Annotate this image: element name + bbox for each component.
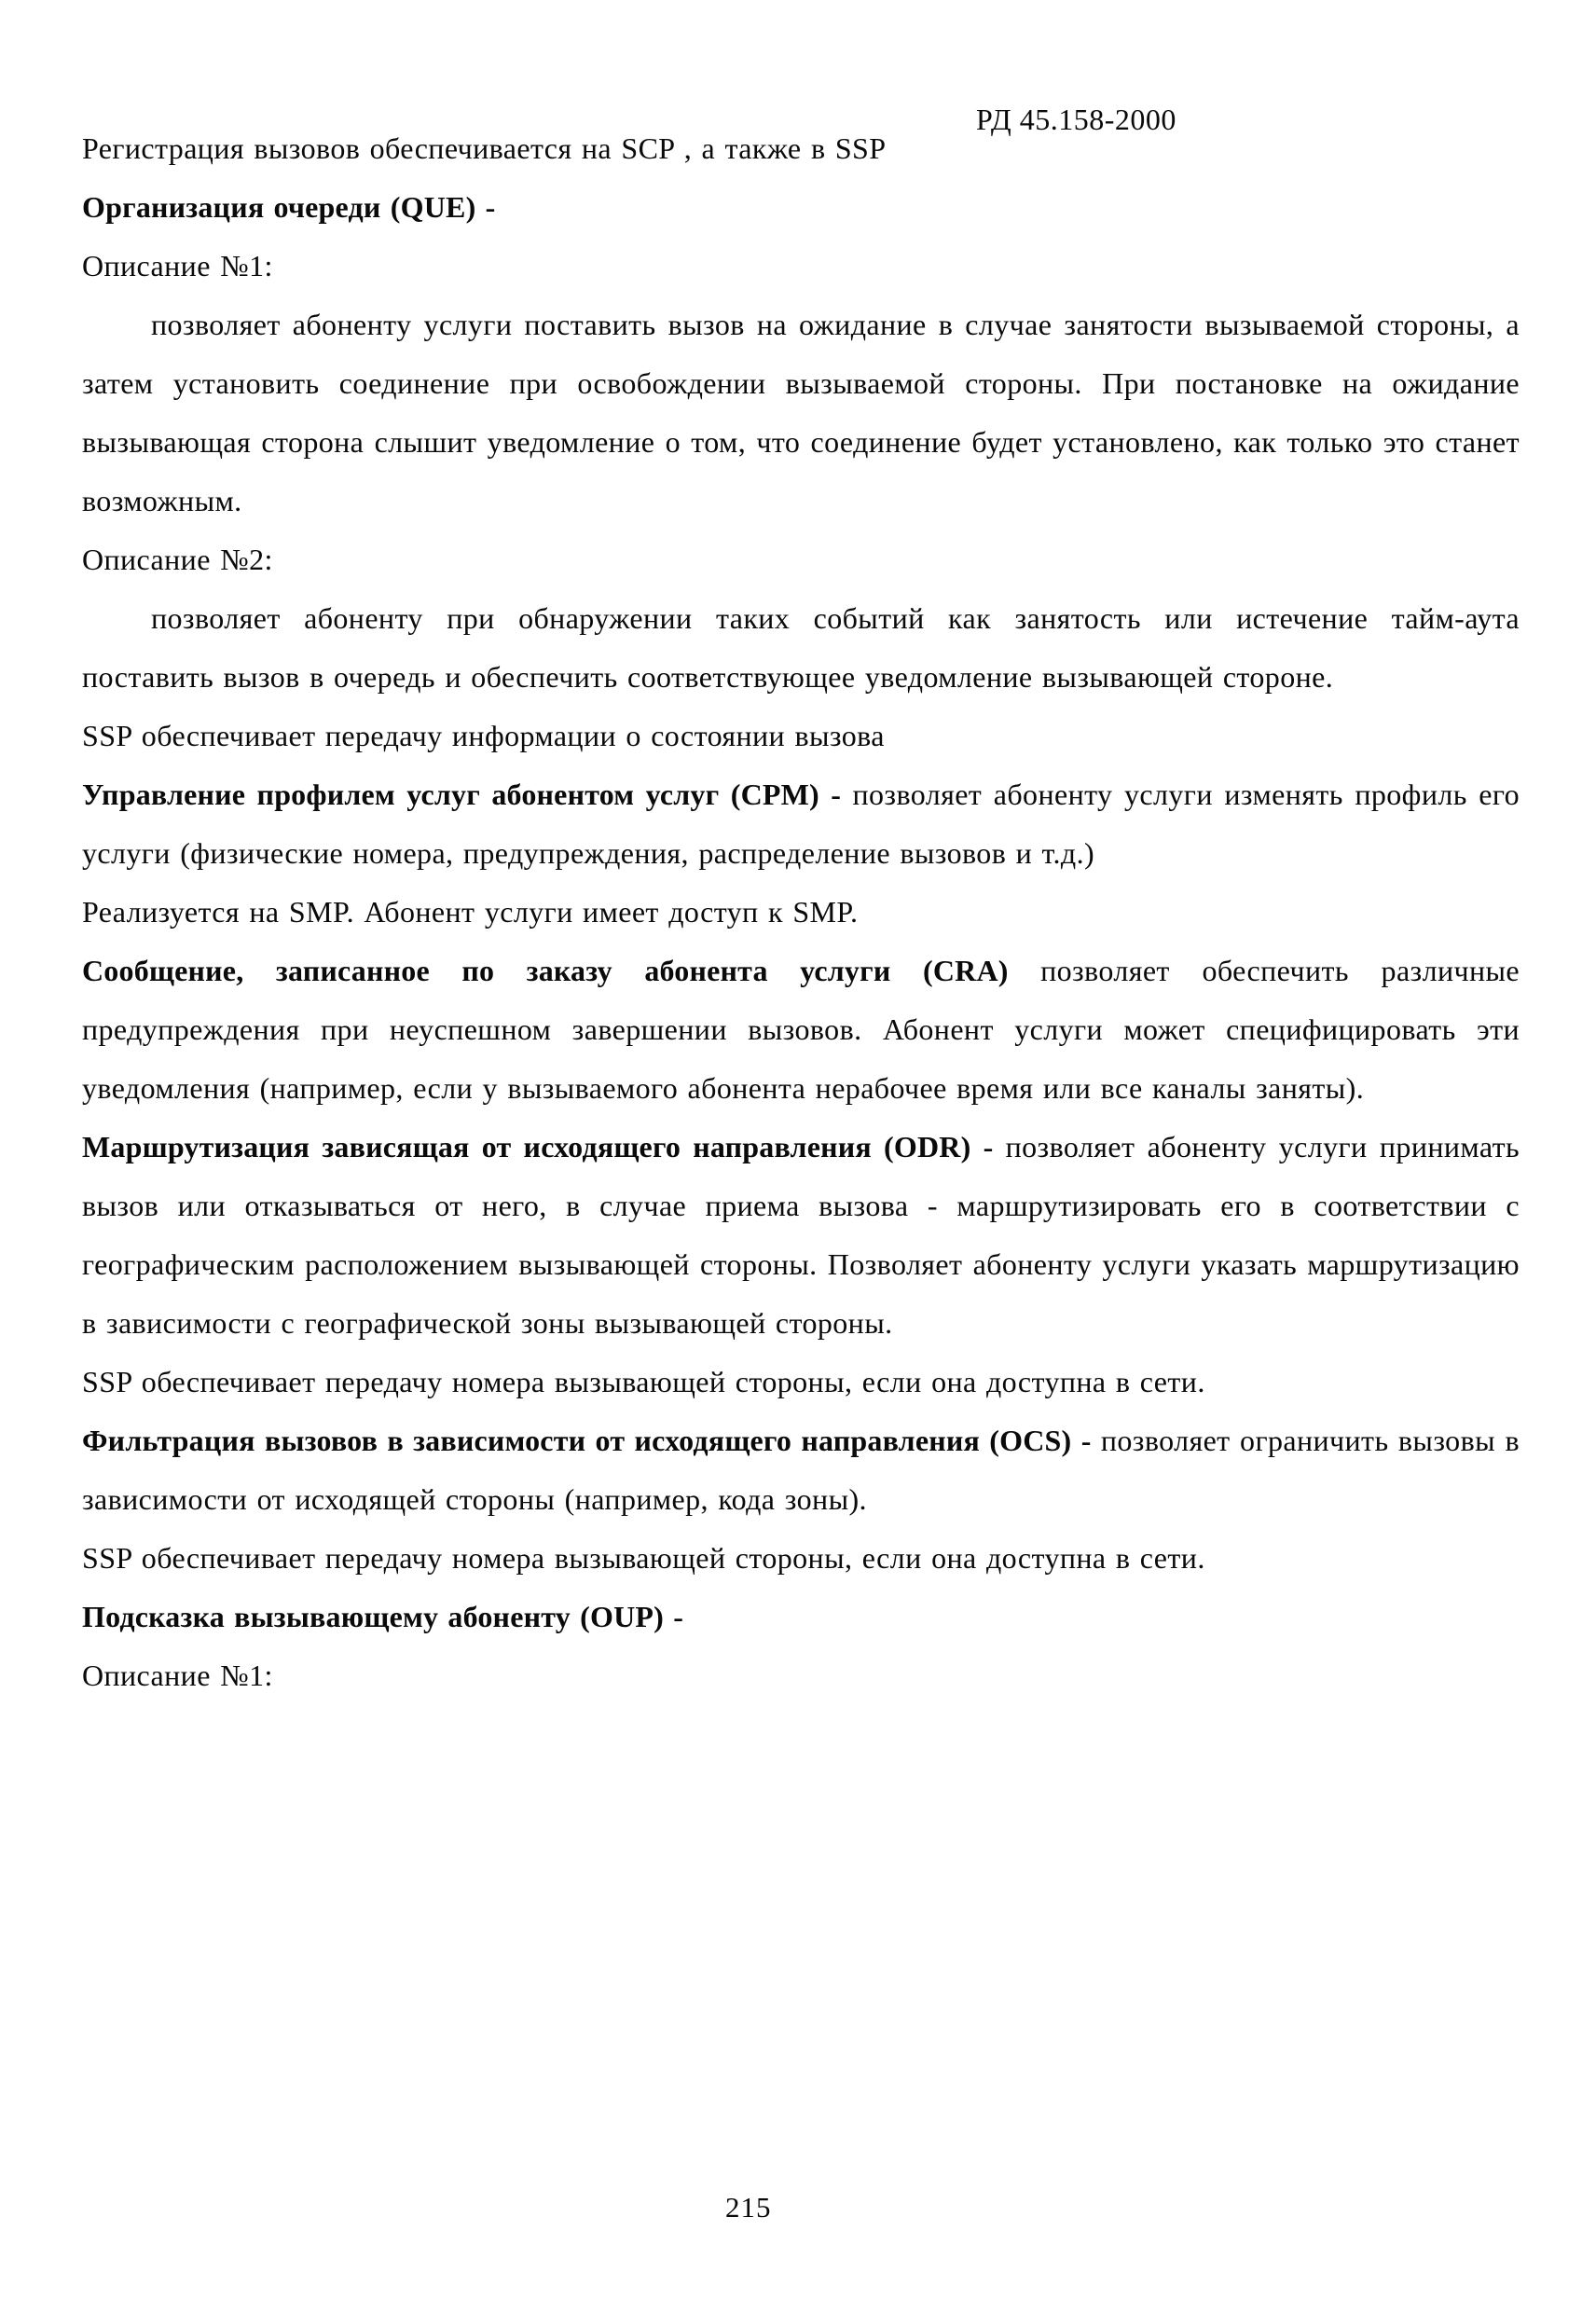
text-run: позволяет абоненту услуги поставить вызов на ожидание в случае занятости вызываемой стороны, а затем установить соединение при освобождении вызываемой стороны. При постановке на ожидание вызывающая сторона слышит уведомление о том, что соединение будет установлено, как только это станет возможным. xyxy=(82,308,1520,517)
paragraph xyxy=(82,119,1520,178)
text-run: позволяет ограничить вызовы в зависимости от исходящей стороны (например, кода зоны). xyxy=(82,1424,1520,1516)
paragraph xyxy=(82,883,1520,942)
text-run: SSP обеспечивает передачу информации о состоянии вызова xyxy=(82,719,885,752)
text-run: Описание №1: xyxy=(82,249,273,282)
paragraph xyxy=(82,178,1520,237)
text-run: позволяет абоненту услуги изменять профиль его услуги (физические номера, предупреждения, распределение вызовов и т.д.) xyxy=(82,778,1520,870)
text-run: Описание №2: xyxy=(82,543,273,576)
paragraph xyxy=(82,1588,1520,1646)
term-heading: Фильтрация вызовов в зависимости от исходящего направления (OCS) - xyxy=(82,1424,1101,1457)
paragraph xyxy=(82,1411,1520,1529)
text-run: SSP обеспечивает передачу номера вызывающей стороны, если она доступна в сети. xyxy=(82,1541,1205,1575)
page-number: 215 xyxy=(725,2191,772,2224)
document-body xyxy=(82,119,1520,1705)
term-heading: Организация очереди (QUE) - xyxy=(82,190,496,224)
term-heading: Сообщение, записанное по заказу абонента услуги (CRA) xyxy=(82,954,1041,987)
text-run: позволяет обеспечить различные предупреждения при неуспешном завершении вызовов. Абонент услуги может специфицировать эти уведомления (например, если у вызываемого абонента нерабочее время или все каналы заняты). xyxy=(82,954,1520,1105)
paragraph xyxy=(82,1646,1520,1705)
text-run: позволяет абоненту при обнаружении таких событий как занятость или истечение тайм-аута поставить вызов в очередь и обеспечить соответствующее уведомление вызывающей стороне. xyxy=(82,601,1520,694)
paragraph xyxy=(82,1118,1520,1353)
term-heading: Управление профилем услуг абонентом услуг (CPM) - xyxy=(82,778,853,811)
paragraph xyxy=(82,1353,1520,1411)
paragraph xyxy=(82,1529,1520,1588)
term-heading: Подсказка вызывающему абоненту (OUP) - xyxy=(82,1600,684,1633)
paragraph xyxy=(82,942,1520,1118)
text-run: позволяет абоненту услуги принимать вызов или отказываться от него, в случае приема вызова - маршрутизировать его в соответствии с географическим расположением вызывающей стороны. Позволяет абоненту услуги указать маршрутизацию в зависимости с географической зоны вызывающей стороны. xyxy=(82,1130,1520,1340)
text-run: SSP обеспечивает передачу номера вызывающей стороны, если она доступна в сети. xyxy=(82,1365,1205,1398)
document-reference: РД 45.158-2000 xyxy=(976,103,1176,136)
text-run: Регистрация вызовов обеспечивается на SCP , а также в SSP xyxy=(82,131,887,165)
paragraph xyxy=(82,296,1520,530)
paragraph xyxy=(82,237,1520,296)
paragraph xyxy=(82,589,1520,707)
paragraph xyxy=(82,765,1520,883)
paragraph xyxy=(82,707,1520,765)
paragraph xyxy=(82,530,1520,589)
text-run: Реализуется на SMP. Абонент услуги имеет доступ к SMP. xyxy=(82,895,859,929)
text-run: Описание №1: xyxy=(82,1659,273,1692)
term-heading: Маршрутизация зависящая от исходящего направления (ODR) - xyxy=(82,1130,1006,1163)
